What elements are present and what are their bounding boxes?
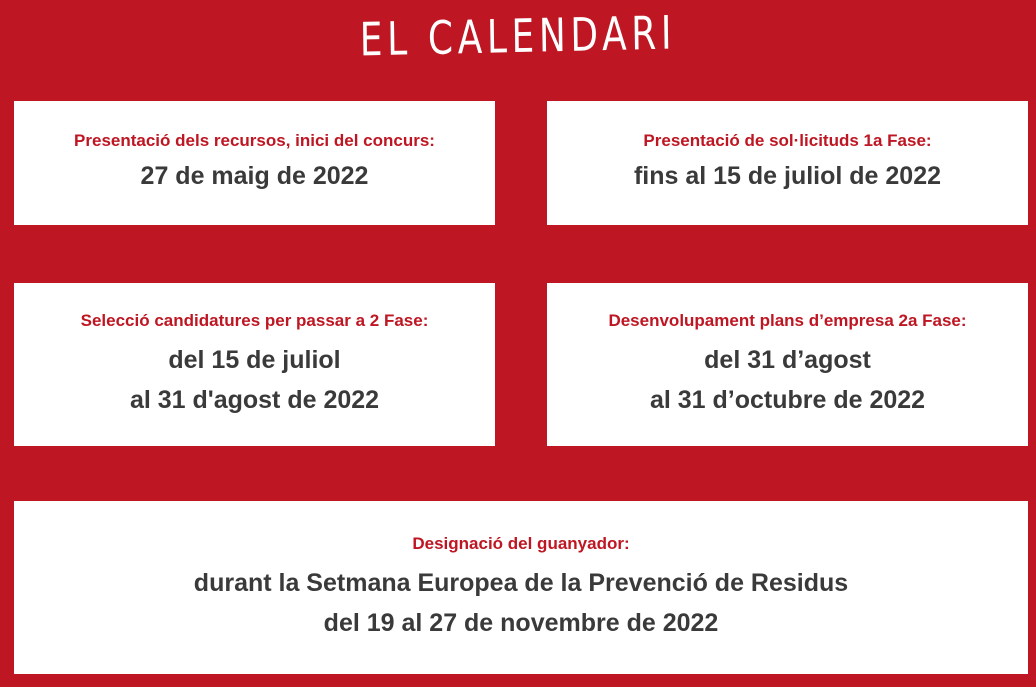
card-label: Presentació de sol·licituds 1a Fase: — [643, 131, 932, 150]
card-label: Designació del guanyador: — [412, 533, 630, 553]
calendar-card-winner — [14, 501, 1028, 674]
card-date-end: al 31 d'agost de 2022 — [129, 385, 380, 414]
card-label: Presentació dels recursos, inici del concurs: — [74, 131, 435, 150]
card-date-range: del 19 al 27 de novembre de 2022 — [323, 608, 719, 637]
card-date-start: del 15 de juliol — [168, 345, 341, 374]
card-period: durant la Setmana Europea de la Prevenció de Residus — [193, 568, 849, 597]
card-label: Selecció candidatures per passar a 2 Fase: — [80, 310, 429, 330]
card-label: Desenvolupament plans d’empresa 2a Fase: — [608, 310, 967, 330]
card-date-start: del 31 d’agost — [704, 345, 871, 374]
calendar-card-business-plans — [547, 283, 1028, 446]
calendar-card-selection — [14, 283, 495, 446]
calendar-card-applications — [547, 101, 1028, 225]
page-title: EL CALENDARI — [359, 5, 677, 67]
card-date: fins al 15 de juliol de 2022 — [633, 162, 942, 190]
card-date-end: al 31 d’octubre de 2022 — [649, 385, 926, 414]
calendar-card-presentation — [14, 101, 495, 225]
card-date: 27 de maig de 2022 — [140, 162, 369, 190]
